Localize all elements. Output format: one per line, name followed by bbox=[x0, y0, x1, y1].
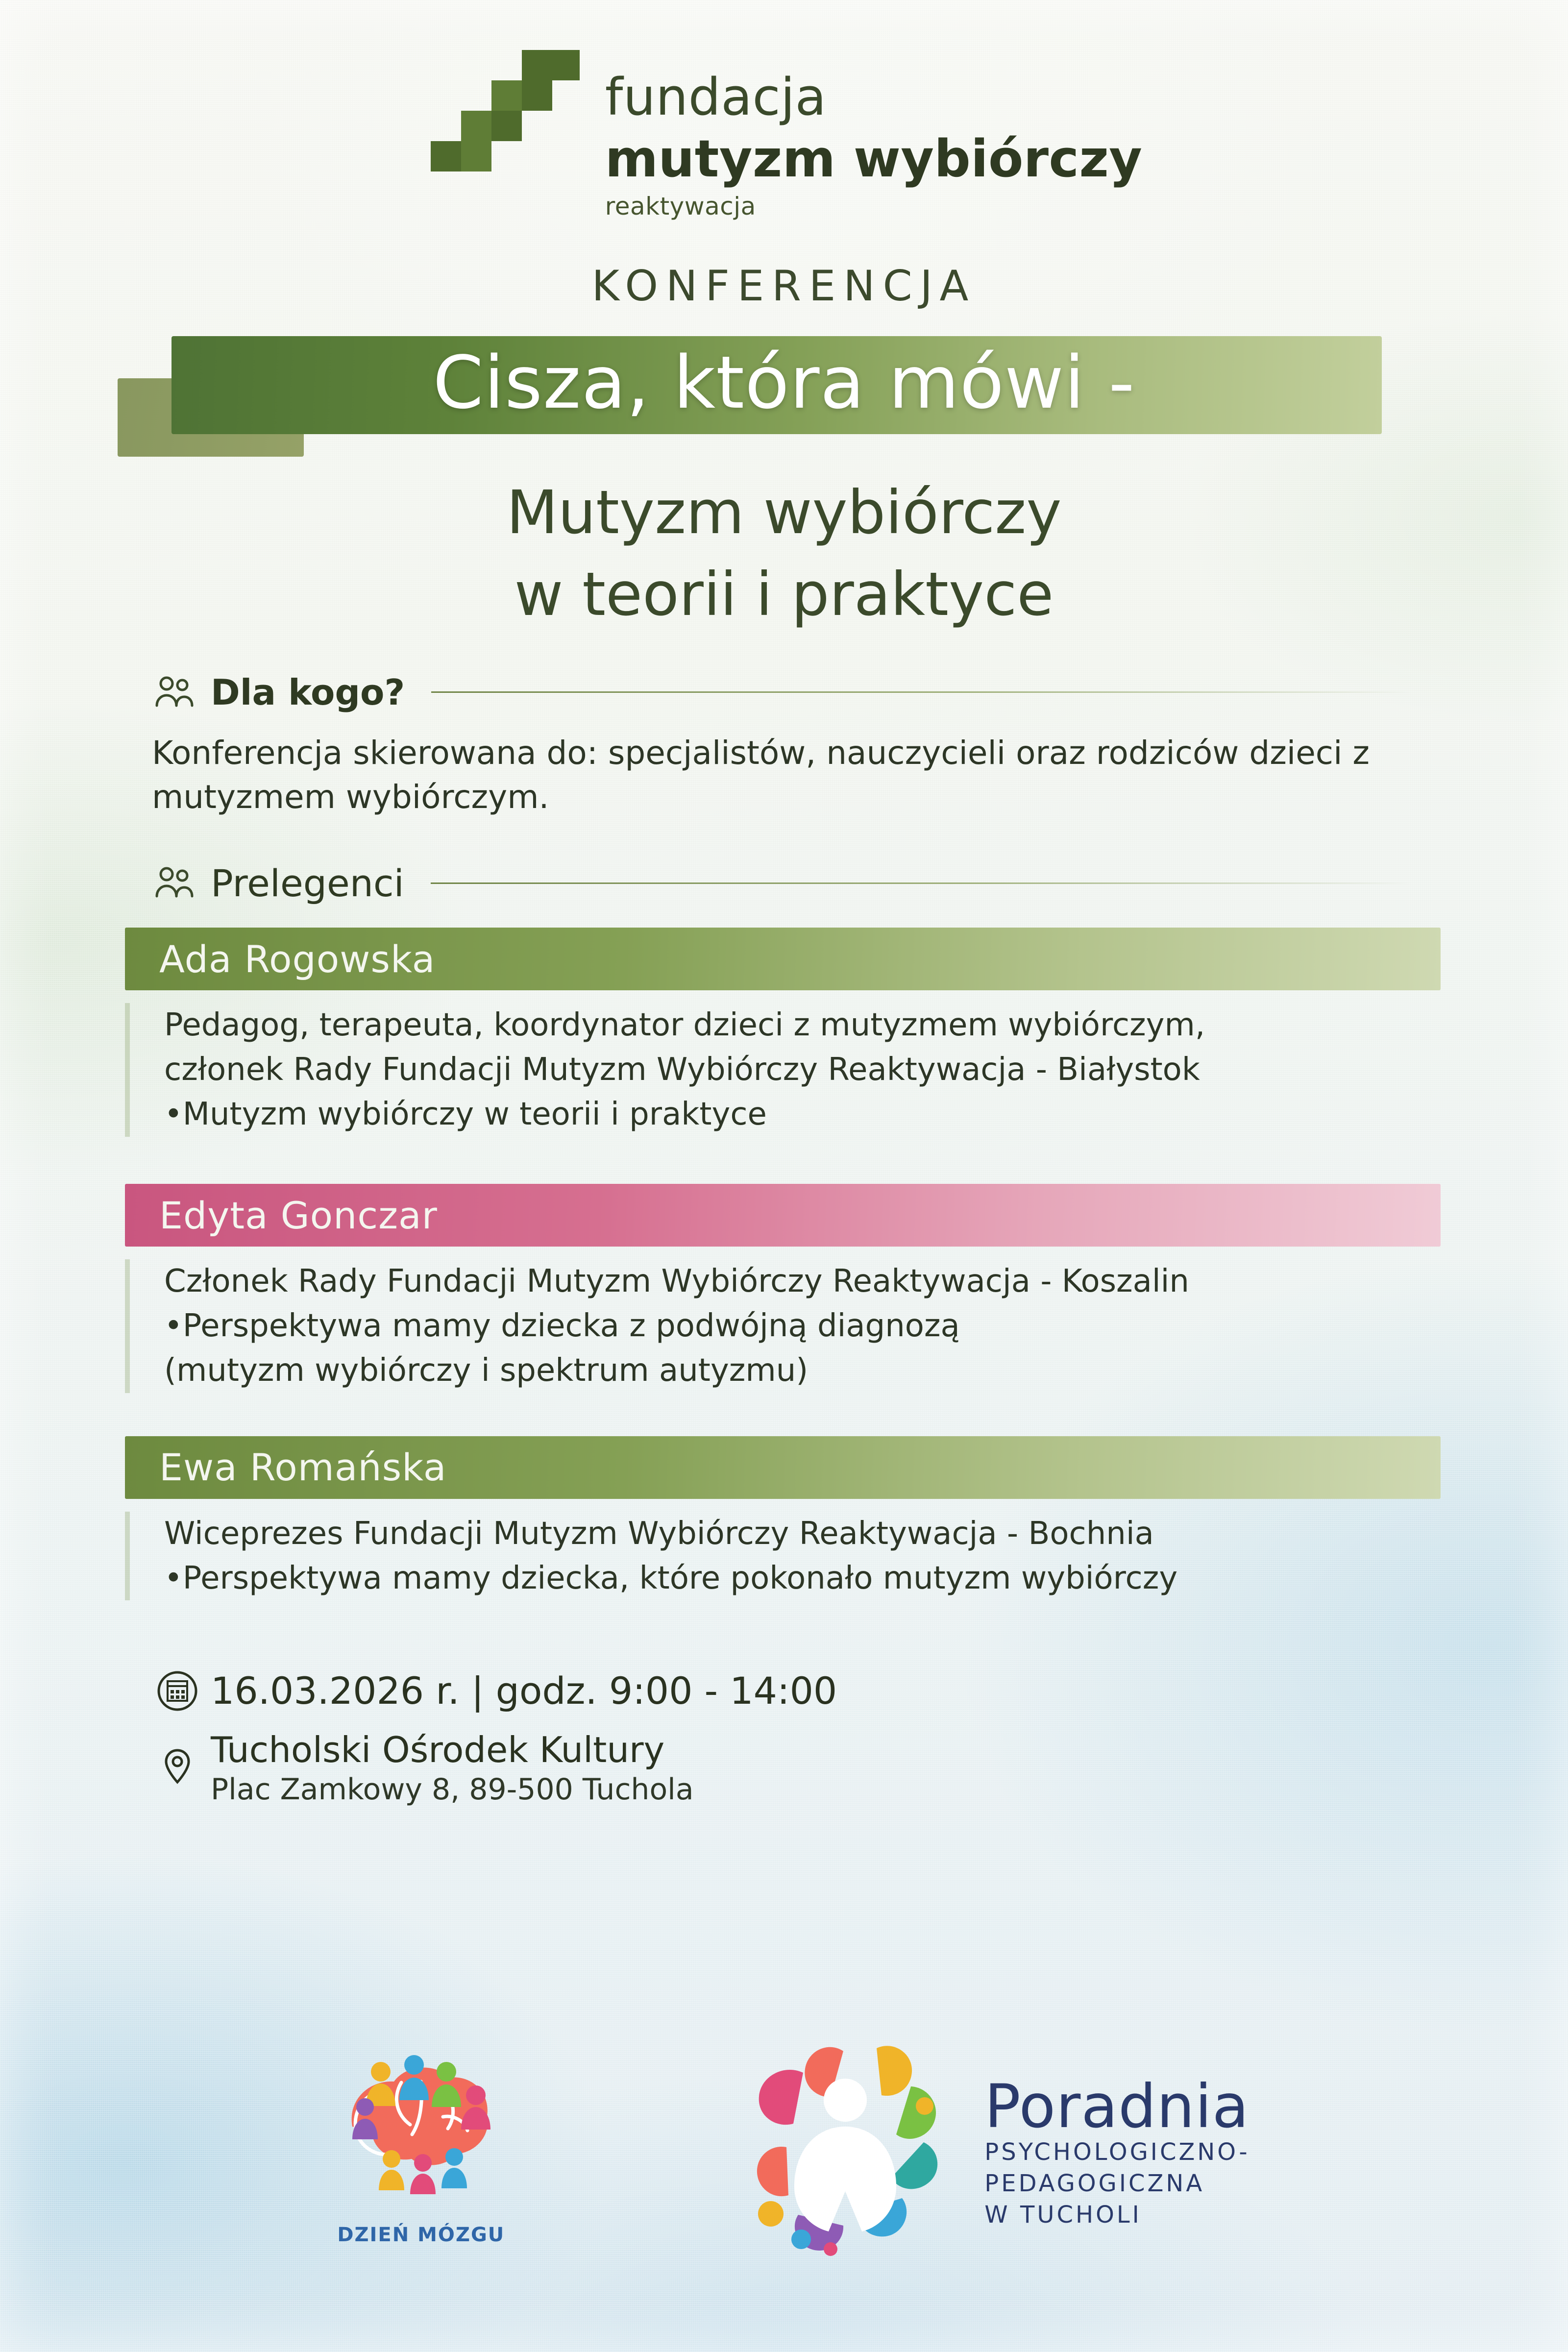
stairs-logo-icon bbox=[426, 45, 588, 192]
event-date-text: 16.03.2026 r. | godz. 9:00 - 14:00 bbox=[211, 1669, 837, 1713]
speaker-detail-line: Wiceprezes Fundacji Mutyzm Wybiórczy Reaktywacja - Bochnia bbox=[164, 1515, 1154, 1552]
speaker-card bbox=[125, 1436, 1568, 1601]
audience-heading bbox=[152, 670, 1568, 714]
event-location-row bbox=[157, 1729, 1568, 1807]
speaker-name: Ada Rogowska bbox=[125, 928, 1441, 990]
logo-line-1: fundacja bbox=[605, 67, 827, 127]
speaker-card bbox=[125, 1184, 1568, 1393]
speaker-name: Edyta Gonczar bbox=[125, 1184, 1441, 1247]
brain-people-icon bbox=[318, 2207, 524, 2217]
speaker-details bbox=[125, 1003, 1441, 1137]
event-date-row bbox=[157, 1669, 1568, 1713]
audience-text: Konferencja skierowana do: specjalistów, nauczycieli oraz rodziców dzieci z mutyzmem wybiórczym. bbox=[152, 734, 1370, 816]
speaker-details bbox=[125, 1259, 1441, 1393]
page-title-line-3: w teorii i praktyce bbox=[514, 559, 1054, 629]
poradnia-sub-line-3: W TUCHOLI bbox=[984, 2201, 1142, 2229]
speaker-topic-line: •Perspektywa mamy dziecka, które pokonało mutyzm wybiórczy bbox=[164, 1560, 1178, 1596]
speakers-heading-label: Prelegenci bbox=[211, 861, 404, 905]
brain-day-caption: DZIEŃ MÓZGU bbox=[337, 2224, 505, 2246]
logo-line-2: mutyzm wybiórczy bbox=[605, 129, 1143, 189]
speaker-detail-line: członek Rady Fundacji Mutyzm Wybiórczy Reaktywacja - Białystok bbox=[164, 1052, 1200, 1088]
speaker-name: Ewa Romańska bbox=[125, 1436, 1441, 1499]
footer-logos bbox=[0, 2034, 1568, 2266]
heading-rule bbox=[431, 882, 1411, 884]
people-icon bbox=[152, 861, 196, 905]
speaker-detail-line: Członek Rady Fundacji Mutyzm Wybiórczy Reaktywacja - Koszalin bbox=[164, 1263, 1189, 1300]
speakers-heading bbox=[152, 861, 1568, 905]
speaker-topic-line: •Mutyzm wybiórczy w teorii i praktyce bbox=[164, 1096, 767, 1133]
brain-day-logo bbox=[318, 2053, 524, 2246]
speaker-topic-line: (mutyzm wybiórczy i spektrum autyzmu) bbox=[164, 1352, 808, 1389]
poradnia-title: Poradnia bbox=[984, 2071, 1250, 2141]
page-kicker: KONFERENCJA bbox=[591, 261, 977, 311]
speaker-topic-line: •Perspektywa mamy dziecka z podwójną diagnozą bbox=[164, 1307, 960, 1344]
poradnia-leaf-person-icon bbox=[730, 2034, 965, 2266]
map-pin-icon bbox=[157, 1747, 198, 1788]
title-block bbox=[0, 323, 1568, 470]
foundation-logo bbox=[0, 0, 1568, 220]
calendar-icon bbox=[157, 1670, 198, 1712]
heading-rule bbox=[431, 691, 1411, 693]
people-icon bbox=[152, 670, 196, 714]
poradnia-sub-line-2: PEDAGOGICZNA bbox=[984, 2169, 1205, 2197]
page-title-line-1: Cisza, która mówi - bbox=[433, 340, 1135, 425]
speaker-card bbox=[125, 928, 1568, 1137]
speaker-details bbox=[125, 1512, 1441, 1601]
event-address: Plac Zamkowy 8, 89-500 Tuchola bbox=[211, 1772, 694, 1807]
speaker-detail-line: Pedagog, terapeuta, koordynator dzieci z mutyzmem wybiórczym, bbox=[164, 1007, 1205, 1044]
audience-heading-label: Dla kogo? bbox=[211, 671, 405, 713]
page-title-line-2: Mutyzm wybiórczy bbox=[506, 477, 1062, 547]
logo-line-3: reaktywacja bbox=[605, 192, 756, 220]
poradnia-sub-line-1: PSYCHOLOGICZNO- bbox=[984, 2138, 1250, 2166]
event-venue: Tucholski Ośrodek Kultury bbox=[211, 1729, 665, 1771]
poradnia-logo bbox=[730, 2034, 1250, 2266]
